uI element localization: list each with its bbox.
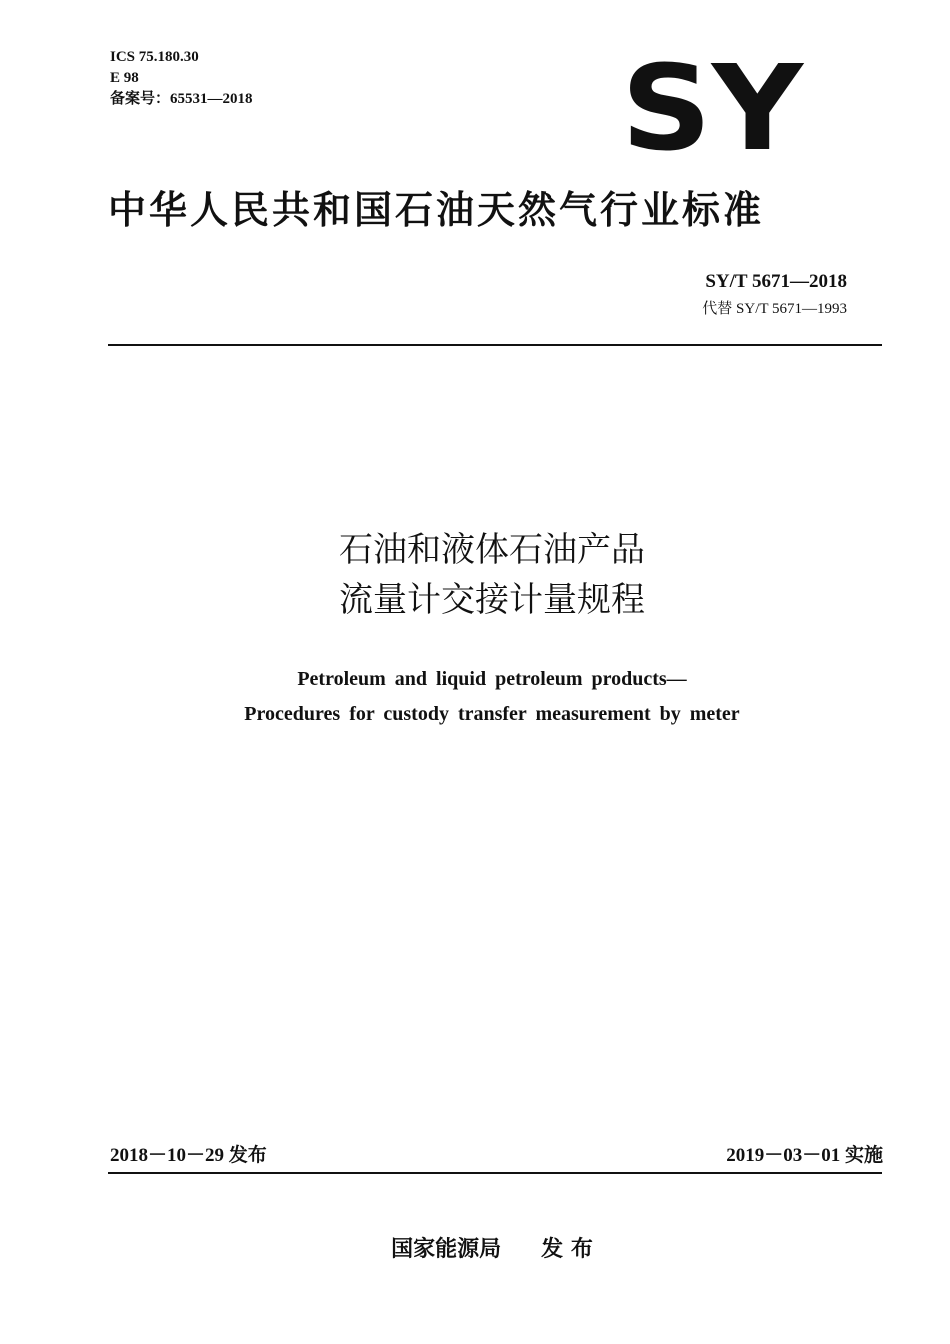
standard-number: SY/T 5671—2018 xyxy=(705,271,847,292)
implement-date: 2019－03－01 xyxy=(726,1145,841,1166)
issuer-name: 国家能源局 xyxy=(391,1237,502,1262)
chinese-title xyxy=(0,525,950,625)
footer-divider xyxy=(108,1172,882,1174)
filing-number: 备案号：65531—2018 xyxy=(110,91,253,107)
english-title-line-1: Petroleum and liquid petroleum products— xyxy=(297,668,687,690)
issuer-line xyxy=(0,1234,950,1266)
publish-date: 2018－10－29 xyxy=(110,1145,225,1166)
implement-label: 实施 xyxy=(844,1144,883,1166)
english-title xyxy=(0,662,950,732)
chinese-title-line-2: 流量计交接计量规程 xyxy=(339,580,645,620)
issuer-action: 发 布 xyxy=(541,1237,593,1262)
english-title-line-2: Procedures for custody transfer measurement by meter xyxy=(244,703,740,725)
replaces-note: 代替 SY/T 5671—1993 xyxy=(702,301,847,317)
ccs-code: E 98 xyxy=(110,70,139,86)
sy-logo-text: SY xyxy=(621,40,805,170)
header-divider xyxy=(108,344,882,346)
publish-date-block xyxy=(110,1142,267,1169)
classification-block xyxy=(110,47,253,110)
standard-number-block xyxy=(702,270,847,320)
implement-date-block xyxy=(726,1142,883,1169)
sy-logo xyxy=(620,40,805,170)
publish-label: 发布 xyxy=(228,1144,267,1166)
ics-code: ICS 75.180.30 xyxy=(110,49,199,65)
chinese-title-line-1: 石油和液体石油产品 xyxy=(339,530,645,570)
industry-standard-title: 中华人民共和国石油天然气行业标准 xyxy=(108,188,765,232)
